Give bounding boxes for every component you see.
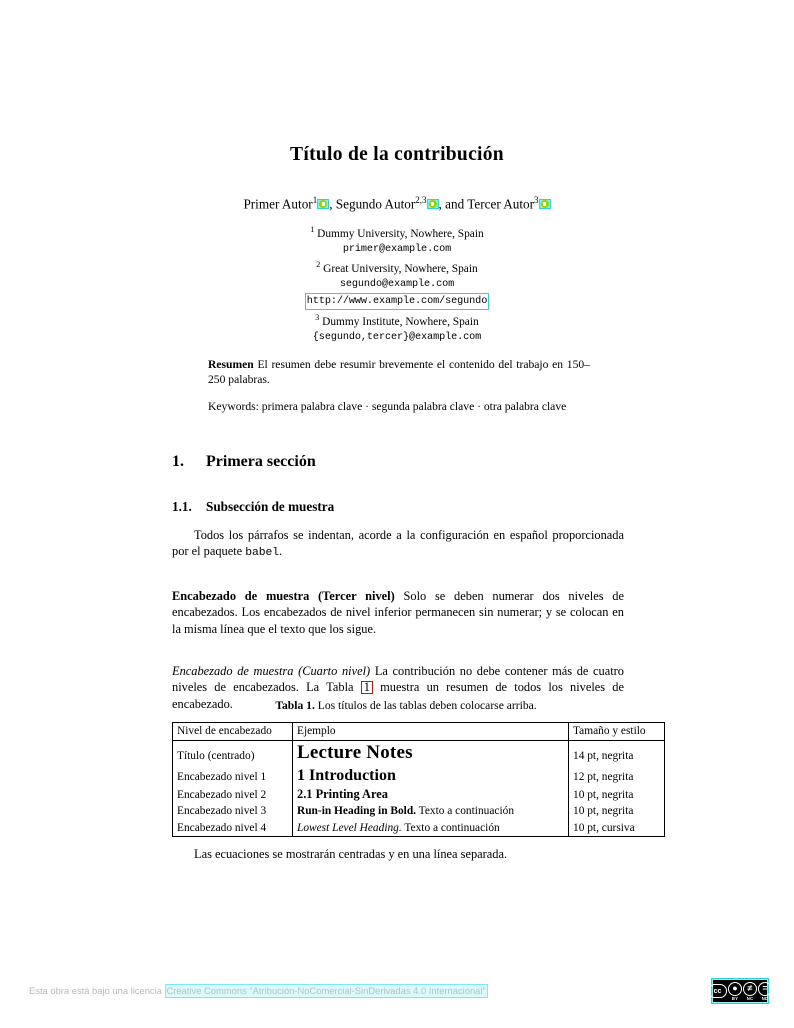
table-cell-style: 12 pt, negrita — [569, 765, 665, 786]
affiliation-3-email: {segundo,tercer}@example.com — [312, 332, 482, 344]
table-cell-level: Encabezado nivel 4 — [173, 820, 293, 837]
license-prefix: Esta obra está bajo una licencia — [29, 985, 165, 996]
orcid-icon — [429, 200, 437, 208]
table-cell-example — [293, 786, 569, 804]
orcid-link-author-3[interactable] — [539, 199, 551, 209]
page-title: Título de la contribución — [290, 144, 504, 165]
orcid-icon — [319, 200, 327, 208]
table-cell-style: 10 pt, negrita — [569, 803, 665, 820]
body-column — [172, 452, 624, 712]
author-1-affil-marker: 1 — [312, 195, 318, 205]
author-3-name: Tercer Autor — [467, 196, 535, 212]
table-cell-example-tail: Texto a continuación — [416, 805, 515, 817]
orcid-link-author-1[interactable] — [317, 199, 329, 209]
table-row — [173, 786, 665, 804]
author-separator-2: , and — [438, 196, 468, 212]
abstract-text: El resumen debe resumir brevemente el contenido del trabajo en 150–250 palabras. — [208, 358, 590, 386]
table-cell-style: 14 pt, negrita — [569, 740, 665, 765]
heading-level-3-label: Encabezado de muestra (Tercer nivel) — [172, 588, 395, 603]
cc-nc-group — [743, 982, 757, 1001]
abstract-label: Resumen — [208, 358, 254, 371]
keywords-label: Keywords: — [208, 400, 259, 413]
affiliation-2-email: segundo@example.com — [339, 279, 455, 291]
author-list — [0, 195, 794, 212]
affiliation-2-url-link[interactable]: http://www.example.com/segundo — [305, 293, 489, 310]
heading-level-3-paragraph — [172, 588, 624, 637]
affiliation-list — [0, 222, 794, 345]
table-cell-example — [293, 765, 569, 786]
person-icon: ● — [728, 982, 742, 996]
license-link[interactable]: Creative Commons "Atribución-NoComercial-SinDerivadas 4.0 Internacional" — [166, 985, 486, 996]
table-cell-example-text: Lowest Level Heading. — [297, 821, 402, 834]
cc-nd-label: ND — [761, 995, 769, 1001]
author-2-affil-marker: 2,3 — [415, 195, 427, 205]
table-row — [173, 803, 665, 820]
section-number-1: 1. — [172, 453, 184, 470]
affiliation-2-marker: 2 — [316, 260, 321, 270]
section-title-1: Primera sección — [206, 453, 316, 470]
affiliation-1-marker: 1 — [310, 225, 315, 234]
table-caption-label: Tabla 1. — [275, 699, 315, 712]
author-separator-1: , — [329, 196, 336, 212]
cc-nd-group — [758, 982, 772, 1001]
heading-level-4-text-b: muestra un resumen de todos los niveles de encabezado. — [172, 680, 624, 711]
currency-slash-icon: ≠ — [743, 982, 757, 996]
author-3-affil-marker: 3 — [534, 195, 539, 205]
table-cell-example-text: 1 Introduction — [297, 766, 396, 784]
orcid-icon — [541, 200, 549, 208]
table-cell-example-tail: Texto a continuación — [401, 821, 500, 834]
closing-paragraph: Las ecuaciones se mostrarán centradas y en una línea separada. — [194, 847, 508, 861]
creative-commons-badge[interactable] — [711, 978, 769, 1004]
author-2-name: Segundo Autor — [335, 196, 416, 212]
heading-level-3-text: Solo se deben numerar dos niveles de encabezados. Los encabezados de nivel inferior permanecen sin numerar; y se colocan en la misma línea que el texto que los sigue. — [172, 588, 624, 636]
affiliation-1 — [0, 222, 794, 242]
affiliation-2-institution: Great University, Nowhere, Spain — [323, 263, 478, 276]
cc-by-group — [728, 982, 742, 1001]
abstract — [208, 358, 590, 388]
table-header-style: Tamaño y estilo — [569, 723, 665, 741]
table-cell-example — [293, 740, 569, 765]
subsection-heading-1-1 — [172, 498, 624, 515]
cc-nc-label: NC — [746, 995, 754, 1001]
table-cell-example-text: Lecture Notes — [297, 741, 413, 763]
table-cell-style: 10 pt, cursiva — [569, 820, 665, 837]
cc-badge-inner — [713, 980, 767, 1002]
affiliation-3 — [0, 310, 794, 330]
orcid-link-author-2[interactable] — [427, 199, 439, 209]
heading-level-4-text-a: La contribución no debe contener más de cuatro niveles de encabezados. La Tabla — [172, 664, 624, 695]
table-row — [173, 740, 665, 765]
table-cell-level: Encabezado nivel 1 — [173, 765, 293, 786]
table-cell-example-text: 2.1 Printing Area — [297, 786, 388, 801]
table-block — [172, 698, 646, 837]
table-row — [173, 765, 665, 786]
table-cell-style: 10 pt, negrita — [569, 786, 665, 804]
table-caption — [172, 698, 640, 713]
cc-icon: cc — [708, 984, 727, 998]
table-cell-example — [293, 803, 569, 820]
table-row — [173, 820, 665, 837]
affiliation-2-url-row — [0, 293, 794, 310]
keywords-text: primera palabra clave · segunda palabra clave · otra palabra clave — [261, 400, 567, 413]
license-text — [29, 984, 488, 998]
table-cell-example-text: Run-in Heading in Bold. — [297, 805, 417, 817]
table-cell-example — [293, 820, 569, 837]
table-caption-text: Los títulos de las tablas deben colocarse arriba. — [317, 699, 537, 712]
table-header-example: Ejemplo — [293, 723, 569, 741]
author-1-name: Primer Autor — [243, 196, 313, 212]
table-reference-link[interactable]: 1 — [361, 681, 373, 694]
affiliation-1-email: primer@example.com — [342, 244, 452, 256]
paragraph-1-text-b: . — [278, 544, 283, 559]
subsection-title-1-1: Subsección de muestra — [206, 499, 335, 514]
affiliation-3-institution: Dummy Institute, Nowhere, Spain — [322, 315, 479, 328]
table-cell-level: Encabezado nivel 3 — [173, 803, 293, 820]
paragraph-1-code: babel — [245, 547, 279, 560]
section-heading-1 — [172, 452, 624, 472]
cc-logo-group — [708, 984, 727, 998]
paragraph-1 — [172, 527, 624, 562]
heading-level-4-label: Encabezado de muestra (Cuarto nivel) — [172, 664, 371, 679]
table-cell-level: Encabezado nivel 2 — [173, 786, 293, 804]
table-header-row — [173, 723, 665, 741]
affiliation-1-institution: Dummy University, Nowhere, Spain — [317, 227, 484, 240]
equals-no-derivatives-icon: = — [758, 982, 772, 996]
paragraph-1-text-a: Todos los párrafos se indentan, acorde a la configuración en español proporcionada por el paquete — [172, 528, 624, 559]
affiliation-3-marker: 3 — [315, 313, 320, 323]
cc-by-label: BY — [731, 995, 739, 1001]
table-cell-level: Título (centrado) — [173, 740, 293, 765]
keywords — [208, 400, 590, 415]
table-header-level: Nivel de encabezado — [173, 723, 293, 741]
subsection-number-1-1: 1.1. — [172, 499, 192, 514]
affiliation-2 — [0, 257, 794, 277]
heading-levels-table — [172, 722, 665, 837]
license-footer — [0, 978, 794, 1012]
